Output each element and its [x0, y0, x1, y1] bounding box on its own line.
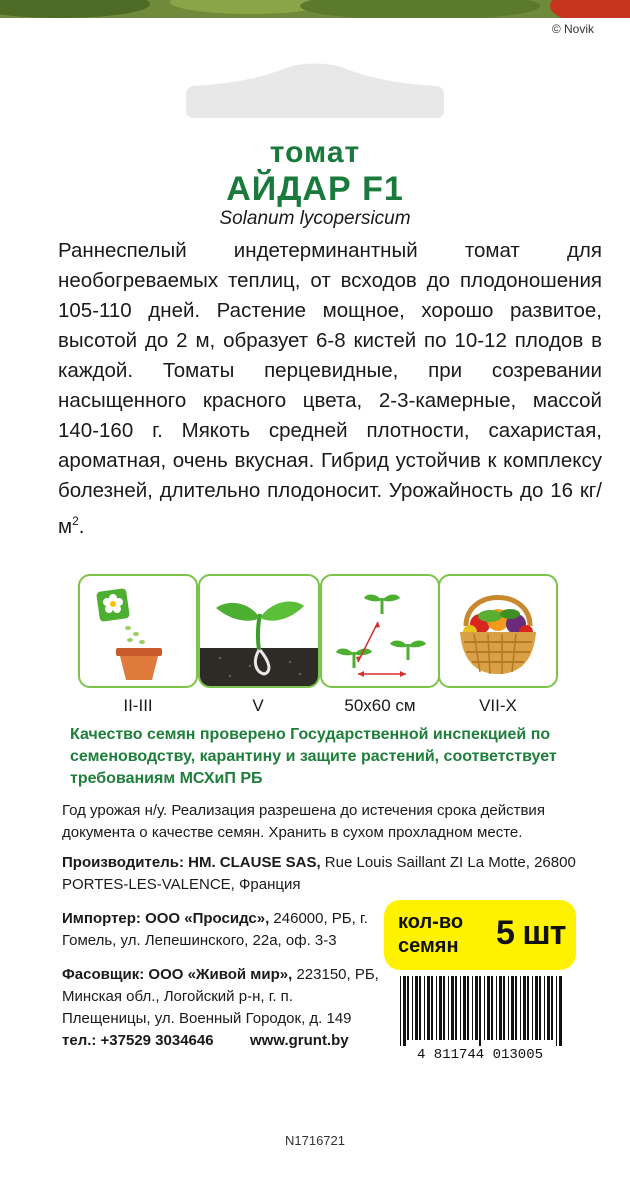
producer-text: Rue Louis Saillant ZI La Motte, 26800 PORTES-LES-VALENCE, Франция	[62, 854, 576, 893]
barcode-bar	[431, 976, 433, 1040]
description-end: .	[78, 514, 85, 538]
barcode-bar	[419, 976, 421, 1040]
top-photo-strip	[0, 0, 630, 18]
seedling-icon	[198, 574, 320, 688]
harvest-caption: VII-X	[479, 696, 517, 715]
barcode-bar	[463, 976, 466, 1040]
barcode-bar	[460, 976, 461, 1040]
barcode-bar	[412, 976, 413, 1040]
barcode-bar	[523, 976, 526, 1040]
website-link[interactable]: www.grunt.by	[250, 1032, 349, 1049]
contacts	[62, 1032, 362, 1049]
barcode-bar	[544, 976, 545, 1040]
copyright: © Novik	[551, 22, 594, 36]
packer-text: 223150, РБ, Минская обл., Логойский р-н, г. п. Плещеницы, ул. Военный Городок, д. 149	[62, 966, 379, 1027]
barcode-bar	[539, 976, 541, 1040]
barcode-bar	[467, 976, 469, 1040]
label-window	[186, 60, 444, 118]
article-number: N1716721	[285, 1133, 345, 1148]
barcode-bar	[427, 976, 430, 1040]
importer-label: Импортер: ООО «Просидс»,	[62, 910, 270, 927]
barcode-bar	[515, 976, 517, 1040]
barcode-bar	[559, 976, 562, 1046]
sowing-icon	[78, 574, 198, 688]
barcode-bar	[403, 976, 406, 1046]
seedling-caption: V	[252, 696, 264, 715]
producer-info	[62, 852, 582, 896]
barcode-bar	[551, 976, 553, 1040]
barcode-bar	[443, 976, 445, 1040]
description-superscript: 2	[72, 514, 79, 528]
variety-name: АЙДАР F1	[226, 170, 404, 208]
barcode-bar	[424, 976, 425, 1040]
barcode-bar	[451, 976, 454, 1040]
harvest-basket-icon	[438, 574, 558, 688]
barcode	[390, 974, 570, 1064]
packer-info	[62, 964, 382, 1030]
packer-label: Фасовщик: ООО «Живой мир»,	[62, 966, 293, 983]
barcode-bar	[511, 976, 514, 1040]
barcode-bar	[503, 976, 505, 1040]
barcode-bar	[436, 976, 437, 1040]
latin-name: Solanum lycopersicum	[219, 208, 411, 229]
crop-name: томат	[269, 136, 361, 169]
importer-text: 246000, РБ, г. Гомель, ул. Лепешинского, 22а, оф. 3-3	[62, 910, 368, 949]
barcode-bar	[508, 976, 509, 1040]
barcode-bar	[472, 976, 473, 1040]
barcode-bar	[532, 976, 533, 1040]
barcode-bar	[487, 976, 490, 1040]
growing-icons	[78, 574, 558, 716]
spacing-caption: 50х60 см	[344, 696, 416, 715]
barcode-bar	[484, 976, 485, 1040]
barcode-bar	[535, 976, 538, 1040]
barcode-bar	[415, 976, 418, 1040]
barcode-bar	[520, 976, 521, 1040]
description-text: Раннеспелый индетерминантный томат для необогреваемых теплиц, от всходов до плодоношения 105-110 дней. Растение мощное, хорошо развитое, высотой до 2 м, образует 6-8 кистей по 10-12 плодов в каждой. Томаты перцевидные, при созревании насыщенного красного цвета, 2-3-камерные, массой 140-160 г. Мякоть средней плотности, сахаристая, ароматная, очень вкусная. Гибрид устойчив к комплексу болезней, длительно плодоносит. Урожайность до 16 кг/м	[58, 239, 602, 538]
barcode-bar	[491, 976, 493, 1040]
barcode-bar	[475, 976, 478, 1040]
phone: тел.: +37529 3034646	[62, 1032, 214, 1049]
quantity-value: 5 шт	[496, 914, 566, 952]
importer-info	[62, 908, 382, 952]
barcode-bar	[448, 976, 449, 1040]
barcode-bar	[400, 976, 401, 1046]
barcode-bar	[547, 976, 550, 1040]
sowing-caption: II-III	[123, 696, 153, 715]
barcode-bar	[479, 976, 481, 1046]
barcode-bar	[455, 976, 457, 1040]
barcode-number: 4 811744 013005	[416, 1047, 544, 1063]
barcode-bar	[439, 976, 442, 1040]
seed-quantity-badge	[384, 900, 576, 970]
barcode-bar	[527, 976, 529, 1040]
harvest-note: Год урожая н/у. Реализация разрешена до истечения срока действия документа о качестве семян. Хранить в сухом прохладном месте.	[62, 802, 545, 841]
producer-label: Производитель: HM. CLAUSE SAS,	[62, 854, 321, 871]
quality-notice: Качество семян проверено Государственной инспекцией по семеноводству, карантину и защите растений, соответствует требованиям МСХиП РБ	[70, 726, 557, 787]
quantity-label: кол-во семян	[398, 911, 464, 957]
barcode-bar	[556, 976, 557, 1046]
description	[58, 236, 602, 542]
barcode-bar	[496, 976, 497, 1040]
barcode-bar	[499, 976, 502, 1040]
spacing-icon	[320, 574, 440, 688]
barcode-bar	[407, 976, 409, 1040]
